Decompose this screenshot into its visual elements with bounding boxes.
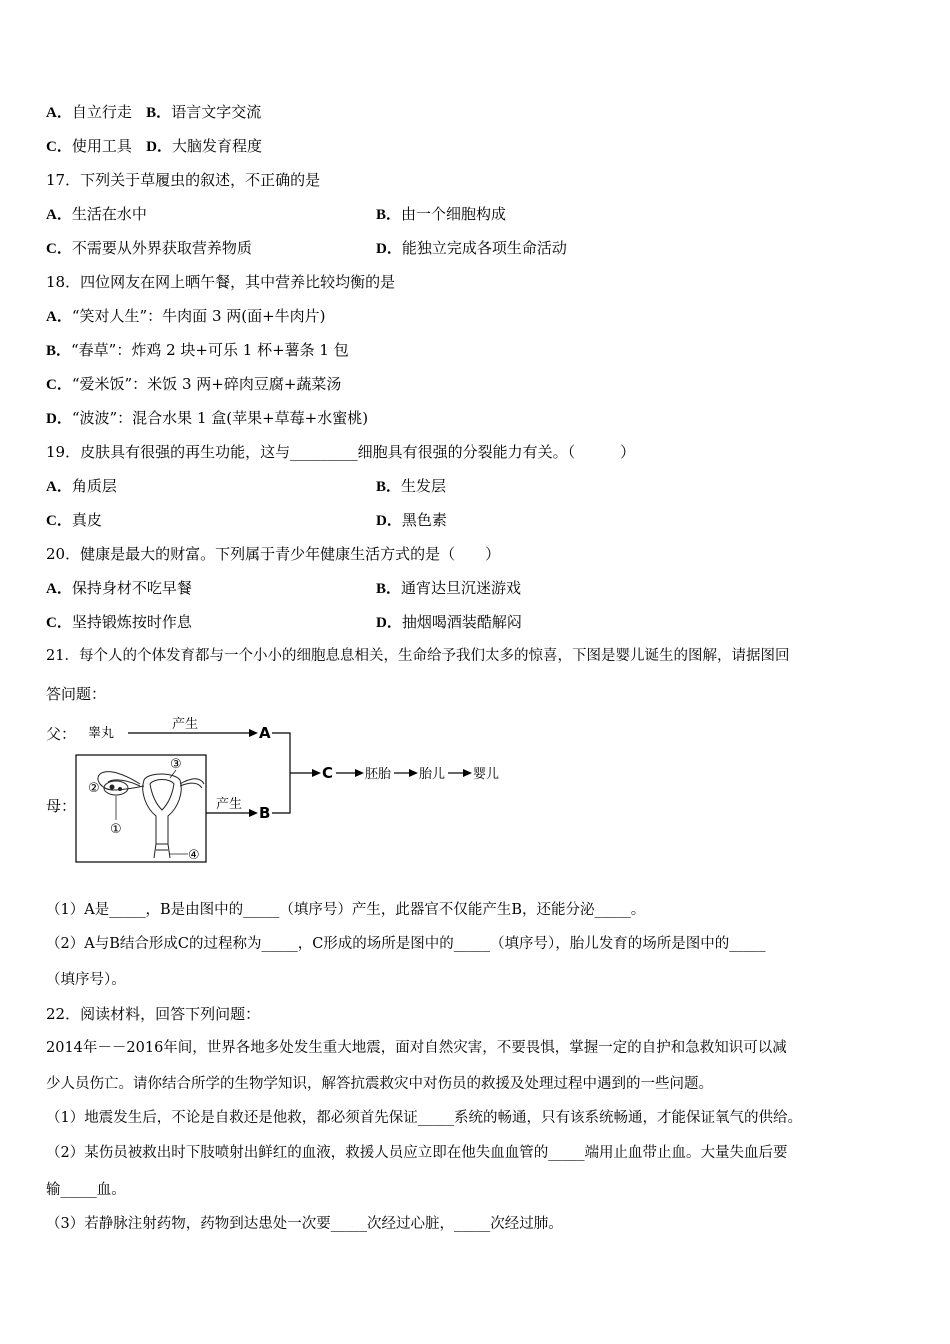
marker-1: ① xyxy=(110,822,122,837)
arrowhead-a xyxy=(249,729,258,737)
q20-option-c: C．坚持锻炼按时作息 xyxy=(46,613,192,631)
merge-bracket xyxy=(272,733,290,813)
q21-stem-line2: 答问题： xyxy=(46,685,107,703)
q19-option-b: B．生发层 xyxy=(376,477,447,495)
q21-sub2-line1: （2）A与B结合形成C的过程称为_____，C形成的场所是图中的_____（填序号），胎儿发育的场所是图中的_____ xyxy=(46,936,766,952)
q18-option-b: B．“春草”：炸鸡 2 块+可乐 1 杯+薯条 1 包 xyxy=(46,341,349,359)
q19-option-c: C．真皮 xyxy=(46,511,102,529)
arrowhead-b xyxy=(249,809,258,817)
q22-material-line2: 少人员伤亡。请你结合所学的生物学知识，解答抗震救灾中对伤员的救援及处理过程中遇到的一些问题。 xyxy=(46,1076,713,1092)
q20-option-b: B．通宵达旦沉迷游戏 xyxy=(376,579,522,597)
q20-option-a: A．保持身材不吃早餐 xyxy=(46,579,192,597)
q22-material-line1: 2014年－－2016年间，世界各地多处发生重大地震，面对自然灾害，不要畏惧，掌握一定的自护和急救知识可以减 xyxy=(46,1040,787,1056)
marker-2: ② xyxy=(88,781,100,796)
produce-label-bottom: 产生 xyxy=(216,797,243,812)
label-a: A xyxy=(259,724,271,742)
q16-option-row-cd: C．使用工具 D．大脑发育程度 xyxy=(46,137,263,155)
produce-label-top: 产生 xyxy=(172,717,199,732)
mother-label: 母： xyxy=(46,797,77,815)
q19-option-d: D．黑色素 xyxy=(376,511,447,529)
label-c: C xyxy=(322,764,334,782)
embryo-label: 胚胎 xyxy=(365,767,392,782)
birth-process-diagram xyxy=(44,712,514,868)
q21-stem-line1: 21．每个人的个体发育都与一个小小的细胞息息相关，生命给予我们太多的惊喜，下图是婴儿诞生的图解，请据图回 xyxy=(46,648,790,664)
arrowhead-c xyxy=(312,769,321,777)
label-b: B xyxy=(259,804,271,822)
q16-option-row-ab: A．自立行走 B．语言文字交流 xyxy=(46,103,262,121)
q22-sub2-line1: （2）某伤员被救出时下肢喷射出鲜红的血液，救援人员应立即在他失血血管的_____端用止血带止血。大量失血后要 xyxy=(46,1145,788,1161)
q17-option-c: C．不需要从外界获取营养物质 xyxy=(46,239,252,257)
q21-sub2-line2: （填序号）。 xyxy=(46,972,126,988)
q17-stem: 17．下列关于草履虫的叙述，不正确的是 xyxy=(46,171,321,189)
q22-sub2-line2: 输_____血。 xyxy=(46,1182,126,1198)
q20-option-d: D．抽烟喝酒装酷解闷 xyxy=(376,613,522,631)
q17-option-b: B．由一个细胞构成 xyxy=(376,205,507,223)
q22-sub3: （3）若静脉注射药物，药物到达患处一次要_____次经过心脏，_____次经过肺。 xyxy=(46,1216,563,1232)
q18-option-d: D．“波波”：混合水果 1 盒(苹果+草莓+水蜜桃) xyxy=(46,409,369,427)
arrowhead-infant xyxy=(463,769,472,777)
q19-option-a: A．角质层 xyxy=(46,477,117,495)
q17-option-d: D．能独立完成各项生命活动 xyxy=(376,239,567,257)
father-label: 父： xyxy=(46,725,77,743)
q17-option-a: A．生活在水中 xyxy=(46,205,147,223)
uterus-illustration xyxy=(98,772,204,858)
marker-3: ③ xyxy=(170,757,182,772)
testis-label: 睾丸 xyxy=(88,726,115,741)
q18-option-a: A．“笑对人生”：牛肉面 3 两(面+牛肉片) xyxy=(46,307,326,325)
q18-option-c: C．“爱米饭”：米饭 3 两+碎肉豆腐+蔬菜汤 xyxy=(46,375,342,393)
q22-stem: 22．阅读材料，回答下列问题： xyxy=(46,1005,261,1023)
q19-stem: 19．皮肤具有很强的再生功能，这与_________细胞具有很强的分裂能力有关。（ ） xyxy=(46,443,636,461)
q22-sub1: （1）地震发生后，不论是自救还是他救，都必须首先保证_____系统的畅通，只有该系统畅通，才能保证氧气的供给。 xyxy=(46,1110,802,1126)
q18-stem: 18．四位网友在网上晒午餐，其中营养比较均衡的是 xyxy=(46,273,396,291)
infant-label: 婴儿 xyxy=(473,767,500,782)
fetus-label: 胎儿 xyxy=(419,767,446,782)
q20-stem: 20．健康是最大的财富。下列属于青少年健康生活方式的是（ ） xyxy=(46,545,501,563)
reproductive-organ-frame xyxy=(76,755,206,862)
arrowhead-embryo xyxy=(355,769,364,777)
q21-sub1: （1）A是_____，B是由图中的_____（填序号）产生，此器官不仅能产生B，还能分泌_____。 xyxy=(46,902,646,918)
arrowhead-fetus xyxy=(409,769,418,777)
marker-4: ④ xyxy=(188,848,200,863)
